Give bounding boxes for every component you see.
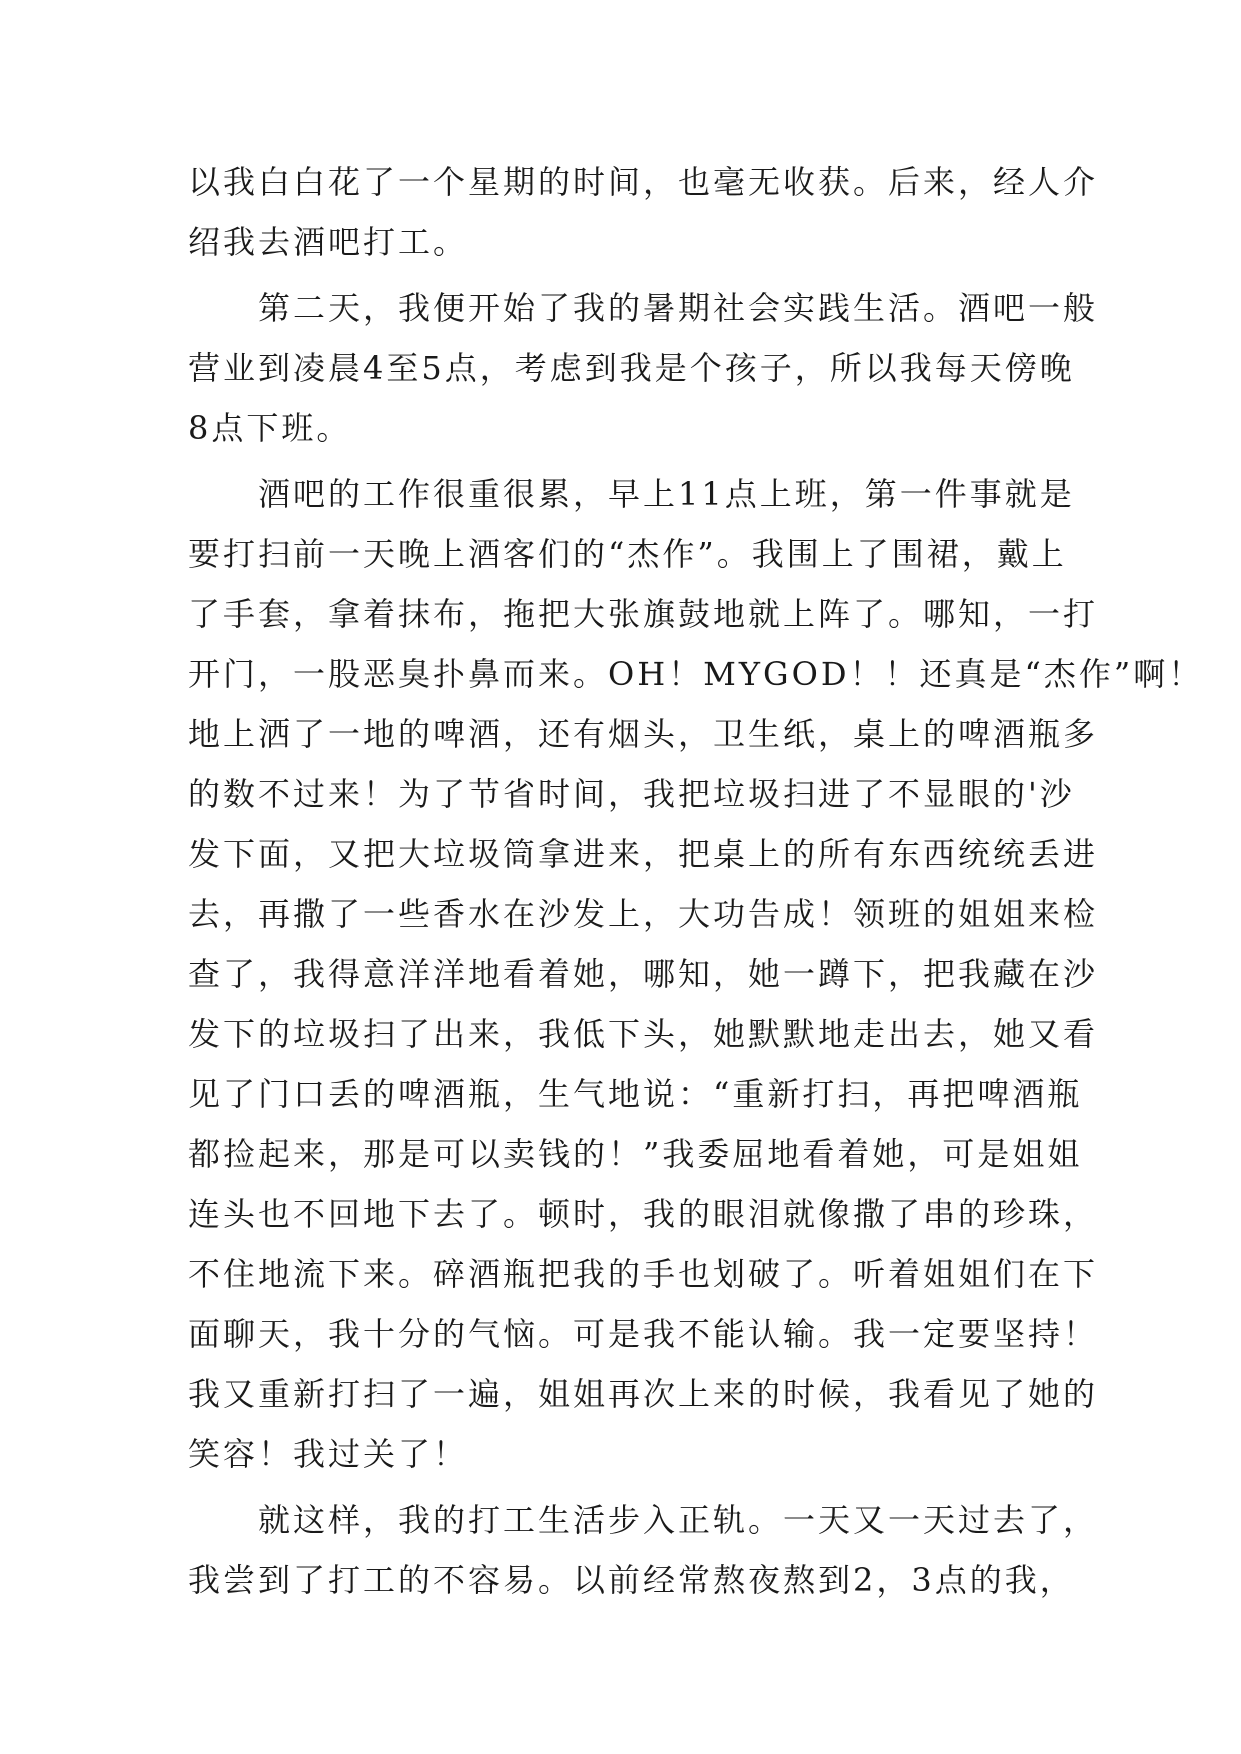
text-line: 开门，一股恶臭扑鼻而来。OH！MYGOD！！还真是“杰作”啊！ [188, 655, 1204, 693]
paragraph-start-line: 第二天，我便开始了我的暑期社会实践生活。酒吧一般 [258, 289, 1099, 327]
text-line: 查了，我得意洋洋地看着她，哪知，她一蹲下，把我藏在沙 [188, 955, 1099, 993]
text-line: 8点下班。 [188, 409, 352, 447]
text-line: 的数不过来！为了节省时间，我把垃圾扫进了不显眼的'沙 [188, 775, 1075, 813]
text-line: 要打扫前一天晚上酒客们的“杰作”。我围上了围裙，戴上 [188, 535, 1067, 573]
text-line: 去，再撒了一些香水在沙发上，大功告成！领班的姐姐来检 [188, 895, 1099, 933]
text-line: 以我白白花了一个星期的时间，也毫无收获。后来，经人介 [188, 163, 1099, 201]
text-line: 我又重新打扫了一遍，姐姐再次上来的时候，我看见了她的 [188, 1375, 1099, 1413]
text-line: 我尝到了打工的不容易。以前经常熬夜熬到2，3点的我， [188, 1561, 1075, 1599]
text-line: 连头也不回地下去了。顿时，我的眼泪就像撒了串的珍珠， [188, 1195, 1099, 1233]
text-line: 见了门口丢的啤酒瓶，生气地说：“重新打扫，再把啤酒瓶 [188, 1075, 1083, 1113]
paragraph-start-line: 酒吧的工作很重很累，早上11点上班，第一件事就是 [258, 475, 1075, 513]
text-line: 发下的垃圾扫了出来，我低下头，她默默地走出去，她又看 [188, 1015, 1099, 1053]
text-line: 地上洒了一地的啤酒，还有烟头，卫生纸，桌上的啤酒瓶多 [188, 715, 1099, 753]
text-line: 营业到凌晨4至5点，考虑到我是个孩子，所以我每天傍晚 [188, 349, 1075, 387]
text-line: 不住地流下来。碎酒瓶把我的手也划破了。听着姐姐们在下 [188, 1255, 1099, 1293]
text-line: 笑容！我过关了！ [188, 1435, 469, 1473]
text-line: 都捡起来，那是可以卖钱的！”我委屈地看着她，可是姐姐 [188, 1135, 1083, 1173]
text-line: 了手套，拿着抹布，拖把大张旗鼓地就上阵了。哪知，一打 [188, 595, 1099, 633]
text-line: 发下面，又把大垃圾筒拿进来，把桌上的所有东西统统丢进 [188, 835, 1099, 873]
text-line: 面聊天，我十分的气恼。可是我不能认输。我一定要坚持！ [188, 1315, 1099, 1353]
paragraph-start-line: 就这样，我的打工生活步入正轨。一天又一天过去了， [258, 1501, 1099, 1539]
body-text [188, 152, 1204, 1610]
text-line: 绍我去酒吧打工。 [188, 223, 469, 261]
